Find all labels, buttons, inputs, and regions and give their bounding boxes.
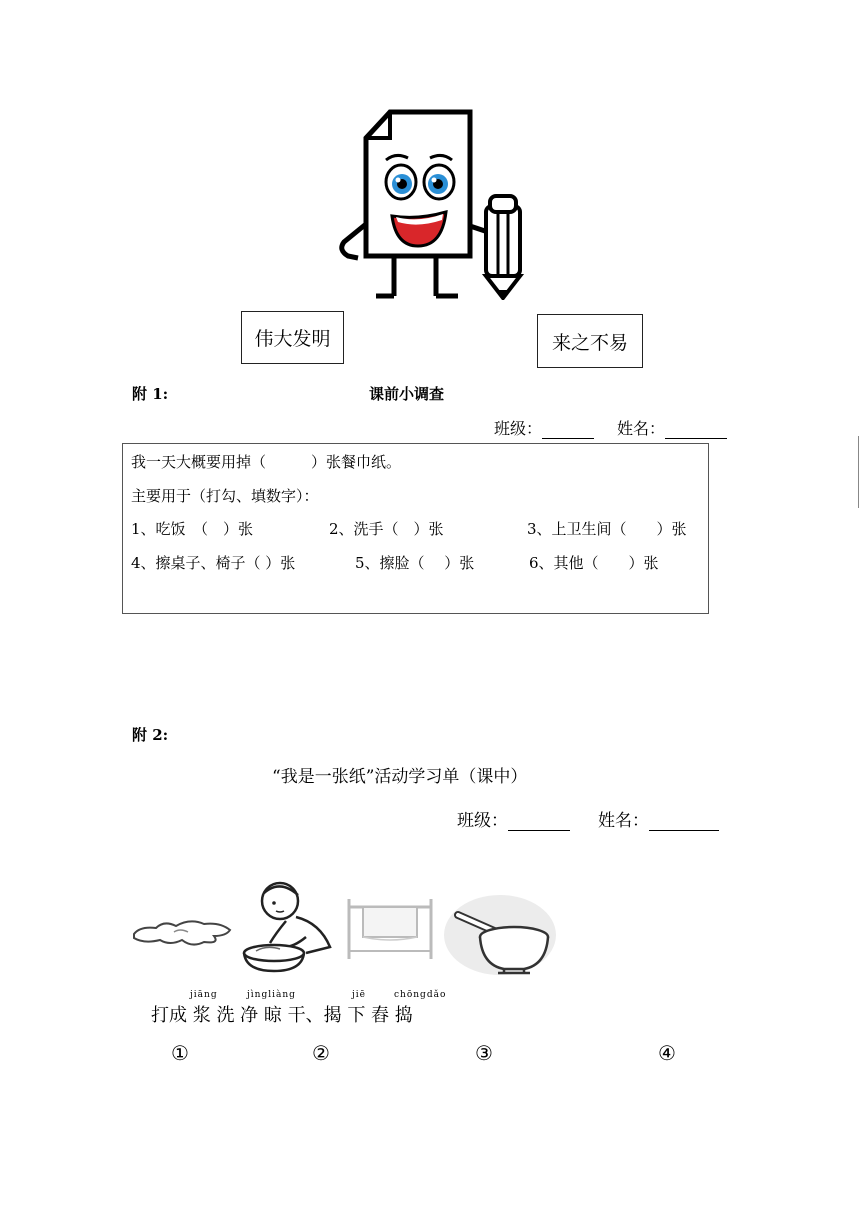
survey-item-handwash: 2、洗手（ ）张 [329,520,444,538]
survey-item-wipe-table: 4、擦桌子、椅子（ ）张 [131,554,296,572]
survey-item-other: 6、其他（ ）张 [529,554,659,572]
step-number-2: ② [312,1041,330,1065]
washing-person-illustration [236,877,334,973]
appendix2-title: “我是一张纸”活动学习单（课中） [272,767,528,787]
class-label: 班级： [494,419,543,438]
survey-question-daily: 我一天大概要用掉（ ）张餐巾纸。 [131,453,402,471]
pinyin-jie: jiē [352,990,366,1000]
label-great-invention: 伟大发明 [241,311,344,364]
appendix1-title: 课前小调查 [369,385,445,403]
class-blank-2[interactable] [508,814,570,831]
appendix2-name-field [598,806,719,831]
name-blank-2[interactable] [649,814,719,831]
pinyin-jiang: jiāng [190,990,218,1000]
class-label-2: 班级： [457,811,508,831]
appendix2-class-field [457,806,570,831]
survey-item-wipe-face: 5、擦脸（ ）张 [355,554,475,572]
name-label: 姓名： [617,419,666,438]
step-number-3: ③ [475,1041,493,1065]
name-blank[interactable] [665,422,727,439]
step-number-1: ① [171,1041,189,1065]
class-blank[interactable] [542,422,594,439]
paper-mascot-illustration [336,108,526,300]
drying-rack-illustration [345,895,435,961]
appendix2-tag: 附 2: [132,726,169,744]
margin-line [858,436,859,508]
survey-item-eating: 1、吃饭 （ ）张 [131,520,254,538]
name-label-2: 姓名： [598,811,649,831]
appendix1-name-field [617,416,727,439]
appendix1-tag: 附 1: [132,385,169,403]
pinyin-chongdao: chōngdǎo [394,990,447,1000]
survey-question-usage: 主要用于（打勾、填数字）： [131,487,319,505]
label-hard-earned: 来之不易 [537,314,643,368]
step-number-4: ④ [658,1041,676,1065]
pinyin-jingliang: jìngliàng [247,990,296,1000]
mortar-pestle-illustration [442,893,560,977]
appendix1-class-field [494,416,594,439]
survey-item-restroom: 3、上卫生间（ ）张 [527,520,687,538]
process-steps-text: 打成 浆 洗 净 晾 干、揭 下 舂 捣 [151,1005,413,1026]
pulp-puddle-illustration [130,912,234,952]
